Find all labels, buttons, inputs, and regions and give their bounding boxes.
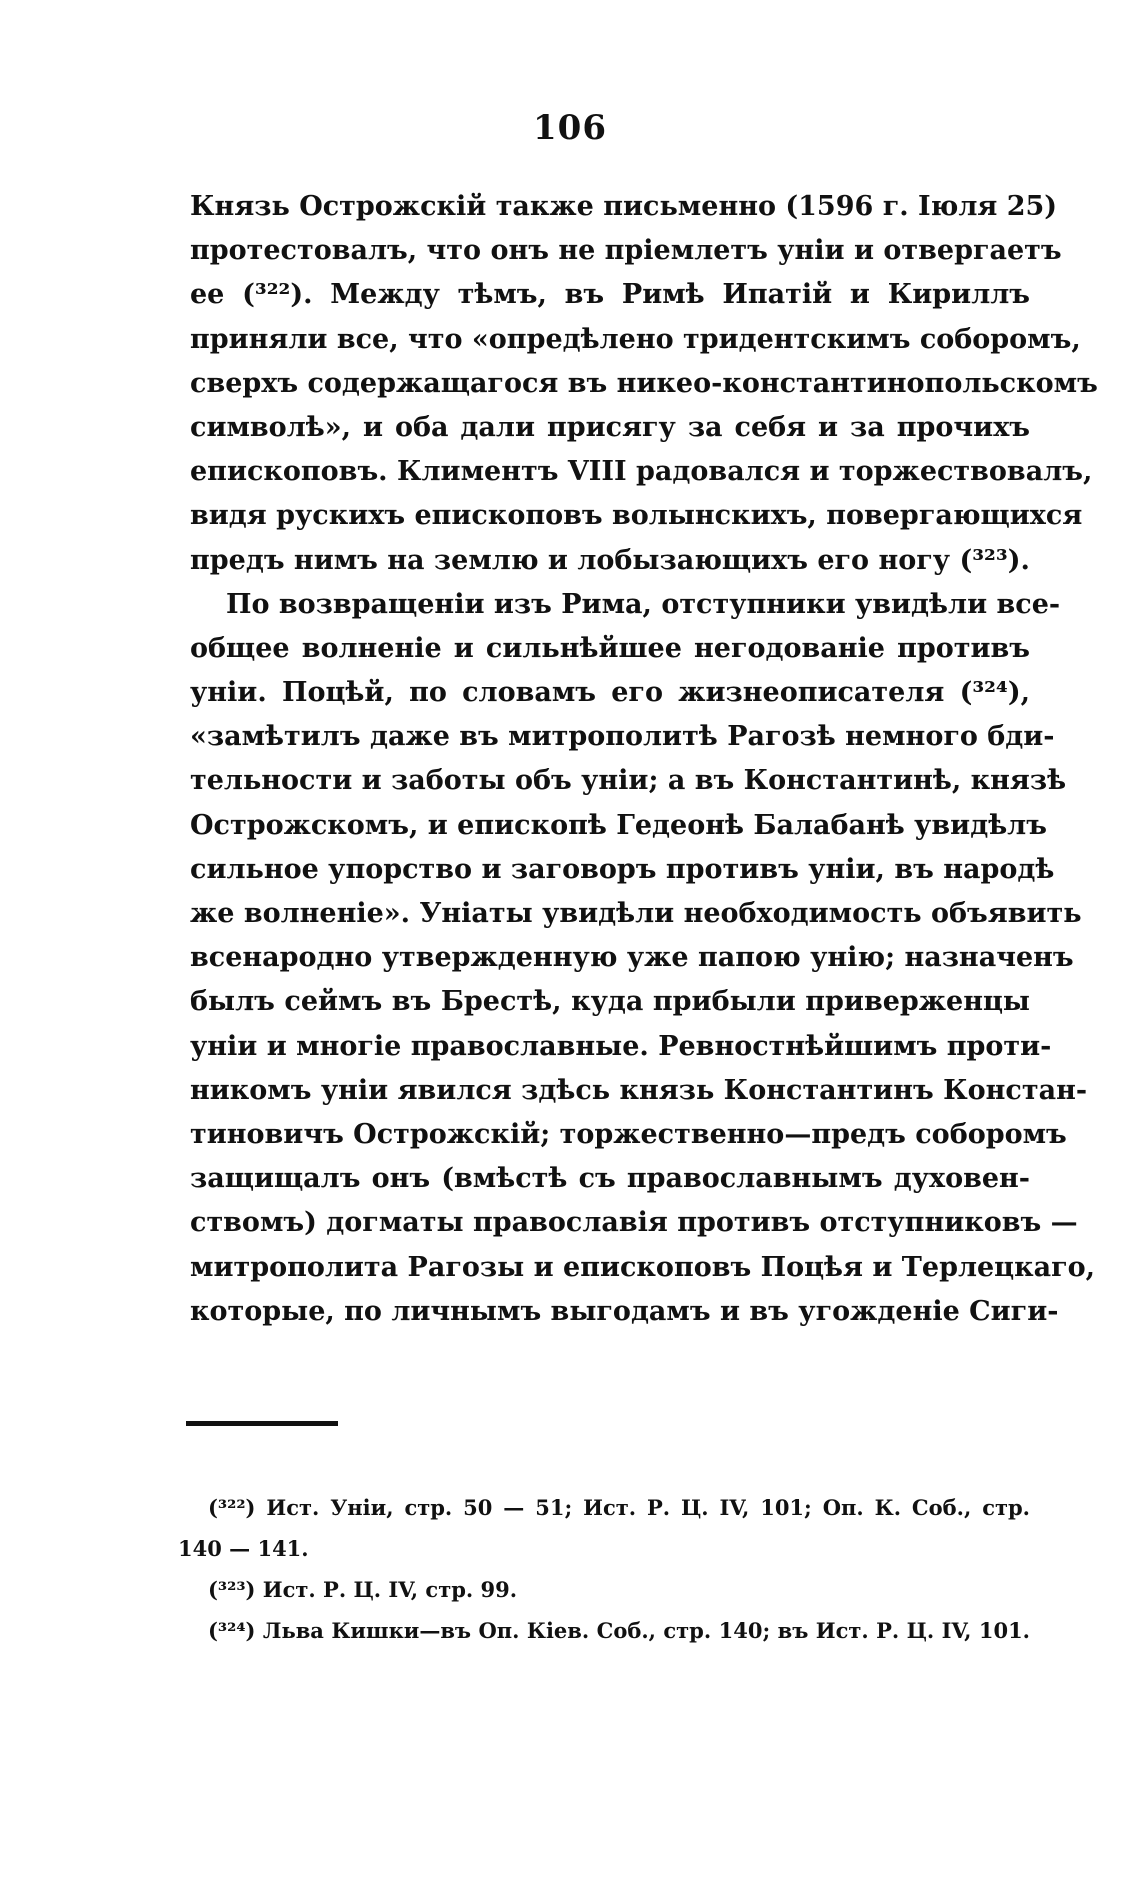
footnote-324	[208, 1610, 1030, 1651]
text-line: символѣ», и оба дали присягу за себя и за прочихъ	[190, 411, 1030, 443]
text-line: никомъ уніи явился здѣсь князь Константинъ Констан-	[190, 1074, 1088, 1106]
text-line: По возвращеніи изъ Рима, отступники увидѣли все-	[226, 588, 1061, 620]
text-line: видя рускихъ епископовъ волынскихъ, повергающихся	[190, 500, 1083, 532]
text-line: же волненіе». Уніаты увидѣли необходимость объявить	[190, 898, 1082, 929]
footnote-line: (³²⁴) Льва Кишки—въ Оп. Кіев. Соб., стр. 140; въ Ист. Р. Ц. IV, 101.	[208, 1618, 1030, 1643]
text-line: Острожскомъ, и епископѣ Гедеонѣ Балабанѣ увидѣлъ	[190, 809, 1047, 841]
footnote-divider	[186, 1421, 338, 1426]
footnote-line: (³²²) Ист. Уніи, стр. 50 — 51; Ист. Р. Ц. IV, 101; Оп. К. Соб., стр.	[208, 1495, 1030, 1520]
text-line: предъ нимъ на землю и лобызающихъ его ногу (³²³).	[190, 544, 1030, 576]
text-line: сверхъ содержащагося въ никео-константинопольскомъ	[190, 367, 1098, 399]
text-line: протестовалъ, что онъ не пріемлетъ уніи и отвергаетъ	[190, 235, 1062, 267]
paragraph-1	[190, 185, 1098, 583]
text-line: тельности и заботы объ уніи; а въ Константинѣ, князѣ	[190, 765, 1067, 797]
page-number: 106	[533, 108, 607, 148]
paragraph-2	[190, 583, 1096, 1334]
text-line: епископовъ. Климентъ VIII радовался и торжествовалъ,	[190, 456, 1093, 488]
footnote-line: 140 — 141.	[178, 1536, 309, 1561]
text-line: ее (³²²). Между тѣмъ, въ Римѣ Ипатій и Кириллъ	[190, 279, 1030, 311]
text-line: тиновичъ Острожскій; торжественно—предъ соборомъ	[190, 1118, 1067, 1150]
text-line: былъ сеймъ въ Брестѣ, куда прибыли приверженцы	[190, 986, 1030, 1018]
text-line: защищалъ онъ (вмѣстѣ съ православнымъ духовен-	[190, 1163, 1030, 1195]
footnote-322	[178, 1487, 1030, 1569]
text-line: приняли все, что «опредѣлено тридентскимъ соборомъ,	[190, 323, 1081, 355]
footnote-323	[208, 1569, 1030, 1610]
text-line: уніи. Поцѣй, по словамъ его жизнеописателя (³²⁴),	[190, 677, 1030, 709]
text-line: которые, по личнымъ выгодамъ и въ угожденіе Сиги-	[190, 1295, 1059, 1327]
footnote-line: (³²³) Ист. Р. Ц. IV, стр. 99.	[208, 1577, 518, 1602]
footnotes	[178, 1487, 1030, 1651]
text-line: митрополита Рагозы и епископовъ Поцѣя и Терлецкаго,	[190, 1251, 1096, 1283]
body-text	[190, 185, 1098, 1334]
text-line: уніи и многіе православные. Ревностнѣйшимъ проти-	[190, 1030, 1052, 1062]
text-line: «замѣтилъ даже въ митрополитѣ Рагозѣ немного бди-	[190, 721, 1055, 753]
text-line: общее волненіе и сильнѣйшее негодованіе противъ	[190, 632, 1030, 664]
text-line: сильное упорство и заговоръ противъ уніи, въ народѣ	[190, 853, 1055, 885]
text-line: Князь Острожскій также письменно (1596 г. Іюля 25)	[190, 191, 1058, 222]
text-line: всенародно утвержденную уже папою унію; назначенъ	[190, 942, 1074, 974]
text-line: ствомъ) догматы православія противъ отступниковъ —	[190, 1207, 1078, 1239]
